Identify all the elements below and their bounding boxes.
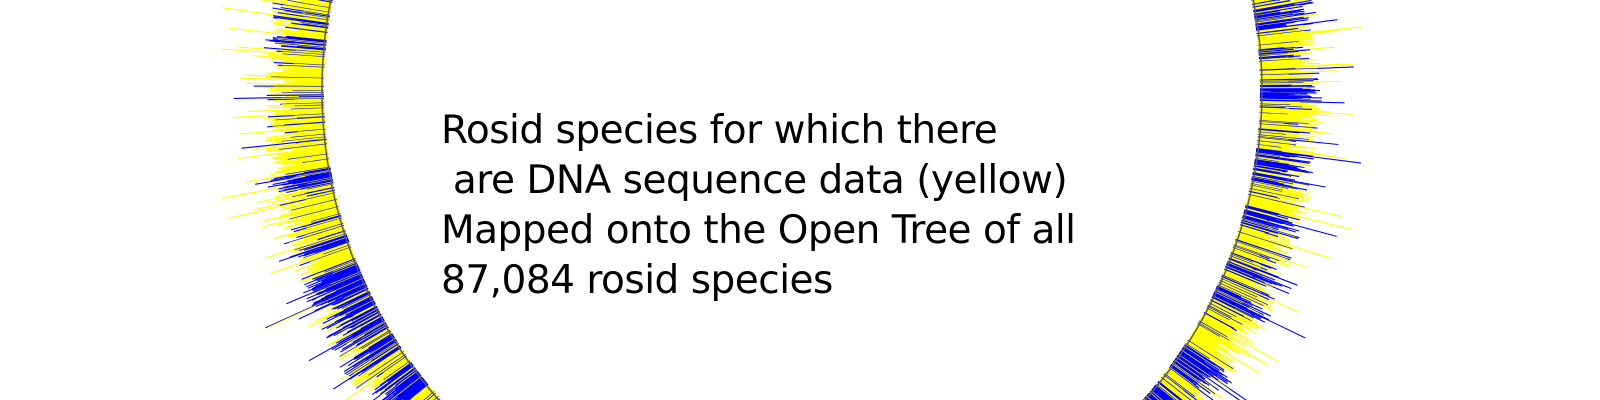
caption-line-4: 87,084 rosid species bbox=[441, 258, 833, 303]
caption-line-3: Mapped onto the Open Tree of all bbox=[441, 208, 1076, 253]
figure-caption bbox=[441, 106, 1201, 306]
caption-line-2: are DNA sequence data (yellow) bbox=[441, 158, 1068, 203]
caption-line-1: Rosid species for which there bbox=[441, 108, 998, 153]
